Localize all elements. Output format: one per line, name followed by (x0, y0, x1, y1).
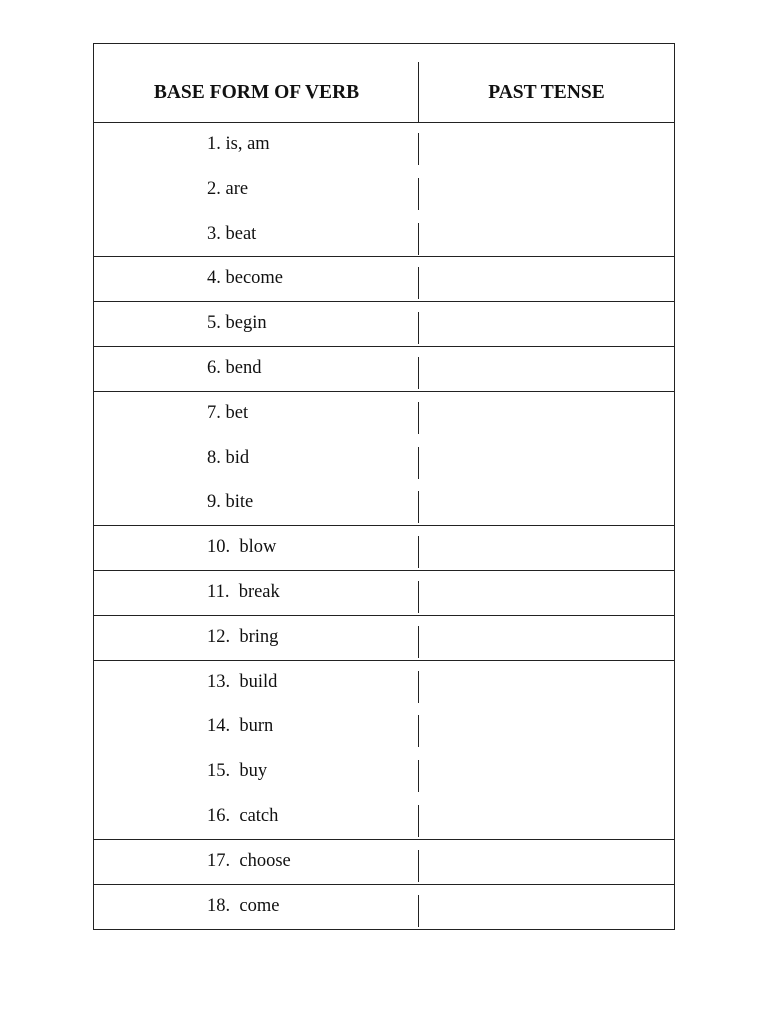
verb-worksheet-table (93, 43, 675, 930)
table-row (94, 437, 674, 481)
column-divider (418, 536, 419, 568)
column-divider (418, 62, 419, 123)
table-row (94, 168, 674, 212)
column-divider (418, 402, 419, 434)
verb-label: 7. bet (207, 402, 249, 423)
verb-label: 14. burn (207, 716, 274, 737)
verb-label: 15. buy (207, 761, 268, 782)
table-row (94, 616, 674, 660)
table-row (94, 795, 674, 839)
table-row (94, 885, 674, 929)
verb-label: 11. break (207, 582, 280, 602)
column-divider (418, 895, 419, 927)
row-separator (94, 839, 674, 840)
column-divider (418, 312, 419, 344)
table-row (94, 840, 674, 884)
column-divider (418, 715, 419, 747)
verb-label: 5. begin (207, 313, 267, 334)
verb-label: 16. catch (207, 806, 279, 826)
column-divider (418, 626, 419, 658)
row-separator (94, 391, 674, 392)
base-form-header: BASE FORM OF VERB (153, 82, 360, 103)
table-row (94, 123, 674, 167)
verb-label: 2. are (207, 178, 249, 199)
table-row (94, 302, 674, 346)
column-divider (418, 267, 419, 299)
verb-label: 6. bend (207, 358, 262, 378)
verb-label: 8. bid (207, 447, 250, 468)
row-separator (94, 884, 674, 885)
table-row (94, 392, 674, 436)
column-divider (418, 581, 419, 613)
table-row (94, 661, 674, 705)
column-divider (418, 850, 419, 882)
column-divider (418, 805, 419, 837)
table-row (94, 213, 674, 257)
table-row (94, 750, 674, 794)
row-separator (94, 570, 674, 571)
table-row (94, 257, 674, 301)
row-separator (94, 525, 674, 526)
verb-label: 4. become (207, 268, 284, 289)
verb-label: 13. build (207, 671, 278, 692)
verb-label: 17. choose (207, 850, 291, 871)
table-row (94, 571, 674, 615)
column-divider (418, 357, 419, 389)
verb-label: 10. blow (207, 537, 277, 558)
column-divider (418, 447, 419, 479)
table-row (94, 481, 674, 525)
table-row (94, 347, 674, 391)
row-separator (94, 301, 674, 302)
row-separator (94, 660, 674, 661)
column-divider (418, 178, 419, 210)
row-separator (94, 615, 674, 616)
verb-label: 1. is, am (207, 134, 270, 154)
column-divider (418, 671, 419, 703)
verb-label: 3. beat (207, 223, 257, 244)
column-divider (418, 133, 419, 165)
row-separator (94, 256, 674, 257)
verb-label: 12. bring (207, 626, 279, 647)
row-separator (94, 346, 674, 347)
column-divider (418, 223, 419, 255)
verb-label: 9. bite (207, 492, 254, 513)
table-row (94, 705, 674, 749)
column-divider (418, 491, 419, 523)
column-divider (418, 760, 419, 792)
past-tense-header: PAST TENSE (488, 82, 605, 103)
verb-label: 18. come (207, 895, 280, 916)
table-header (94, 44, 674, 123)
table-row (94, 526, 674, 570)
